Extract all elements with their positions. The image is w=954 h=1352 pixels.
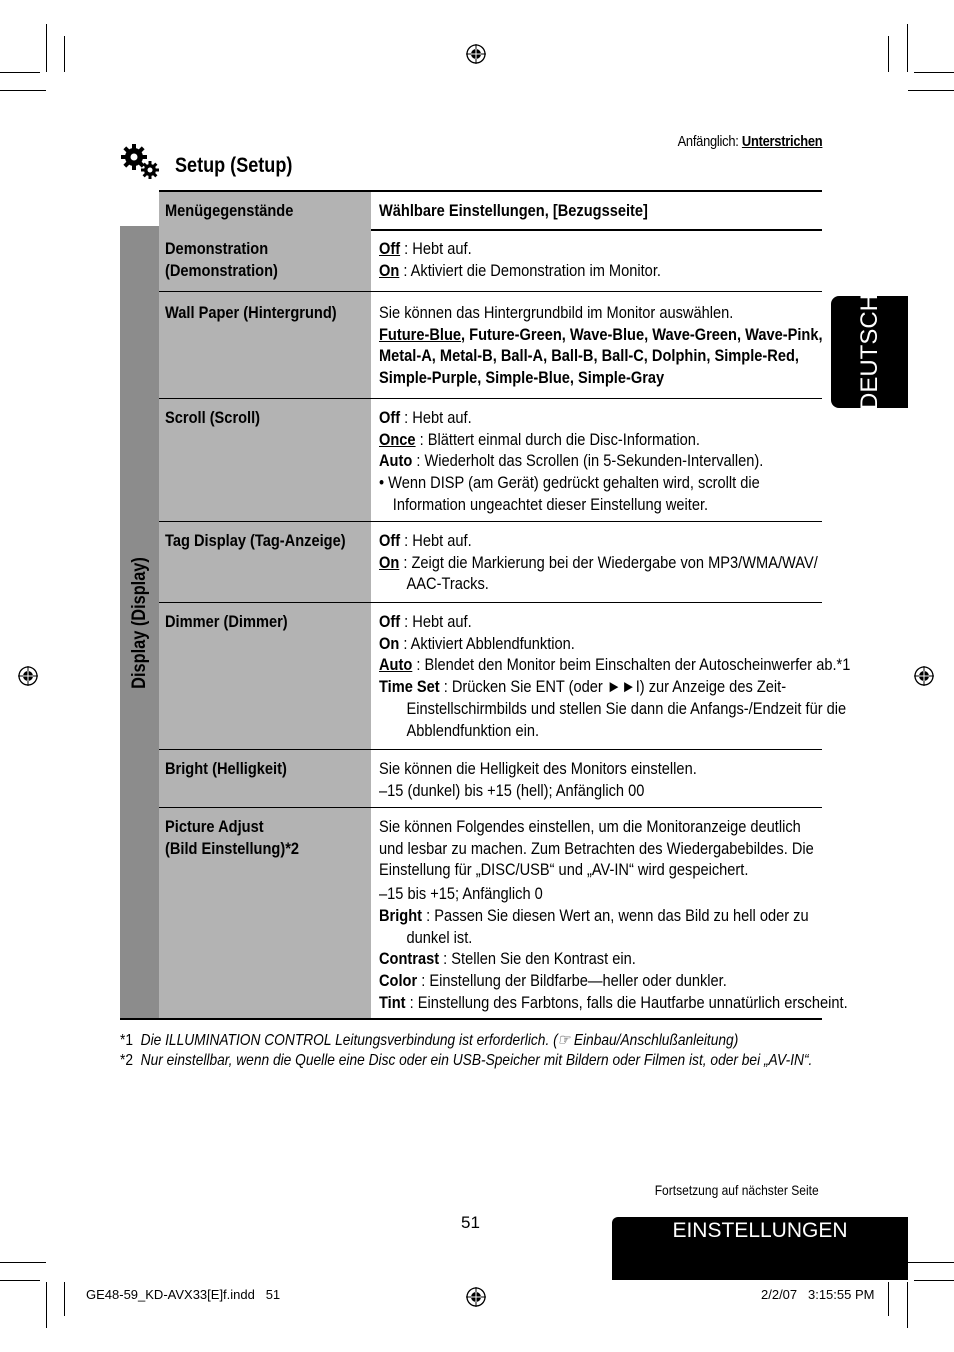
- row-divider: [159, 602, 822, 603]
- table-row-settings: Off : Hebt auf. On : Zeigt die Markierung bei der Wiedergabe von MP3/WMA/WAV/ AAC-Tracks.: [379, 531, 818, 594]
- crop-mark: [0, 72, 40, 73]
- crop-mark: [907, 1282, 908, 1328]
- crop-mark: [908, 1262, 954, 1263]
- registration-mark-icon: [18, 666, 38, 686]
- table-row-menu: Dimmer (Dimmer): [165, 612, 288, 631]
- section-title: Setup (Setup): [175, 154, 293, 177]
- table-row-settings: Off : Hebt auf. Once : Blättert einmal durch die Disc-Information. Auto : Wiederholt das Scrollen (in 5-Sekunden-Intervallen). • Wenn DISP (am Gerät) gedrückt gehalten wird, scrollt die Information ungeachtet dieser Einstellung weiter.: [379, 408, 764, 514]
- column-header-menu: Menügegenstände: [165, 201, 294, 220]
- crop-mark: [914, 1280, 954, 1281]
- footnote: *2 Nur einstellbar, wenn die Quelle eine Disc oder ein USB-Speicher mit Bildern oder Filmen ist, oder bei „AV-IN“.: [120, 1052, 813, 1069]
- table-header: [159, 190, 822, 231]
- crop-mark: [0, 90, 46, 91]
- registration-mark-icon: [914, 666, 934, 686]
- crop-mark: [64, 1282, 65, 1316]
- column-header-settings: Wählbare Einstellungen, [Bezugsseite]: [379, 201, 648, 220]
- table-row-settings: Sie können die Helligkeit des Monitors einstellen. –15 (dunkel) bis +15 (hell); Anfänglich 00: [379, 759, 697, 800]
- table-row-menu: Bright (Helligkeit): [165, 759, 287, 778]
- print-datetime: 2/2/07 3:15:55 PM: [761, 1287, 875, 1302]
- table-bottom-rule: [120, 1018, 822, 1020]
- crop-mark: [0, 1280, 40, 1281]
- crop-mark: [46, 1282, 47, 1328]
- default-note: Anfänglich: Unterstrichen: [677, 133, 822, 150]
- print-file-info: GE48-59_KD-AVX33[E]f.indd 51: [86, 1287, 281, 1302]
- table-row-settings: Sie können Folgendes einstellen, um die Monitoranzeige deutlich und lesbar zu machen. Zum Betrachten des Wiedergabebildes. Die Einstellung für „DISC/USB“ und „AV-IN“ wird gespeichert. –15 bis +15; Anfänglich 0 Bright : Passen Sie diesen Wert an, wenn das Bild zu hell oder zu dunkel ist. Contrast : Stellen Sie den Kontrast ein. Color : Einstellung der Bildfarbe—heller oder dunkler. Tint : Einstellung des Farbtons, falls die Hautfarbe unnatürlich erscheint.: [379, 817, 848, 1012]
- registration-mark-icon: [466, 1287, 486, 1307]
- table-row-menu: Demonstration (Demonstration): [165, 239, 278, 280]
- group-label: Display (Display): [128, 556, 150, 689]
- table-row-settings: Off : Hebt auf. On : Aktiviert die Demonstration im Monitor.: [379, 239, 661, 280]
- table-row-menu: Tag Display (Tag-Anzeige): [165, 531, 346, 550]
- registration-mark-icon: [466, 44, 486, 64]
- crop-mark: [888, 36, 889, 72]
- crop-mark: [64, 36, 65, 72]
- table-row-menu: Picture Adjust (Bild Einstellung)*2: [165, 817, 300, 858]
- settings-table: [120, 190, 851, 1022]
- row-divider: [159, 521, 822, 522]
- page-number: 51: [461, 1213, 480, 1232]
- crop-mark: [908, 90, 954, 91]
- language-tab: DEUTSCH: [831, 296, 908, 408]
- default-value: Unterstrichen: [741, 133, 822, 150]
- row-divider: [159, 398, 822, 399]
- chapter-tab: EINSTELLUNGEN: [612, 1217, 908, 1280]
- row-divider: [159, 291, 822, 292]
- gears-icon: [118, 143, 162, 181]
- table-row-settings: Sie können das Hintergrundbild im Monitor auswählen. Future-Blue, Future-Green, Wave-Blue, Wave-Green, Wave-Pink, Metal-A, Metal-B, Ball-A, Ball-B, Ball-C, Dolphin, Simple-Red, Simple-Purple, Simple-Blue, Simple-Gray: [379, 303, 823, 388]
- crop-mark: [46, 24, 47, 72]
- row-divider: [159, 749, 822, 750]
- crop-mark: [914, 72, 954, 73]
- table-row-settings: Off : Hebt auf. On : Aktiviert Abblendfunktion. Auto : Blendet den Monitor beim Einschalten der Autoscheinwerfer ab.*1 Time Set : Drücken Sie ENT (oder ►►I) zur Anzeige des Zeit- Einstellschirmbilds und stellen Sie dann die Anfangs-/Endzeit für die Abblendfunktion ein.: [379, 612, 851, 740]
- crop-mark: [0, 1262, 46, 1263]
- crop-mark: [907, 24, 908, 72]
- footnote: *1 Die ILLUMINATION CONTROL Leitungsverbindung ist erforderlich. (☞ Einbau/Anschlußanleitung): [120, 1032, 739, 1049]
- table-row-menu: Wall Paper (Hintergrund): [165, 303, 337, 322]
- continued-note: Fortsetzung auf nächster Seite: [655, 1182, 819, 1198]
- row-divider: [159, 807, 822, 808]
- crop-mark: [888, 1282, 889, 1316]
- table-row-menu: Scroll (Scroll): [165, 408, 261, 427]
